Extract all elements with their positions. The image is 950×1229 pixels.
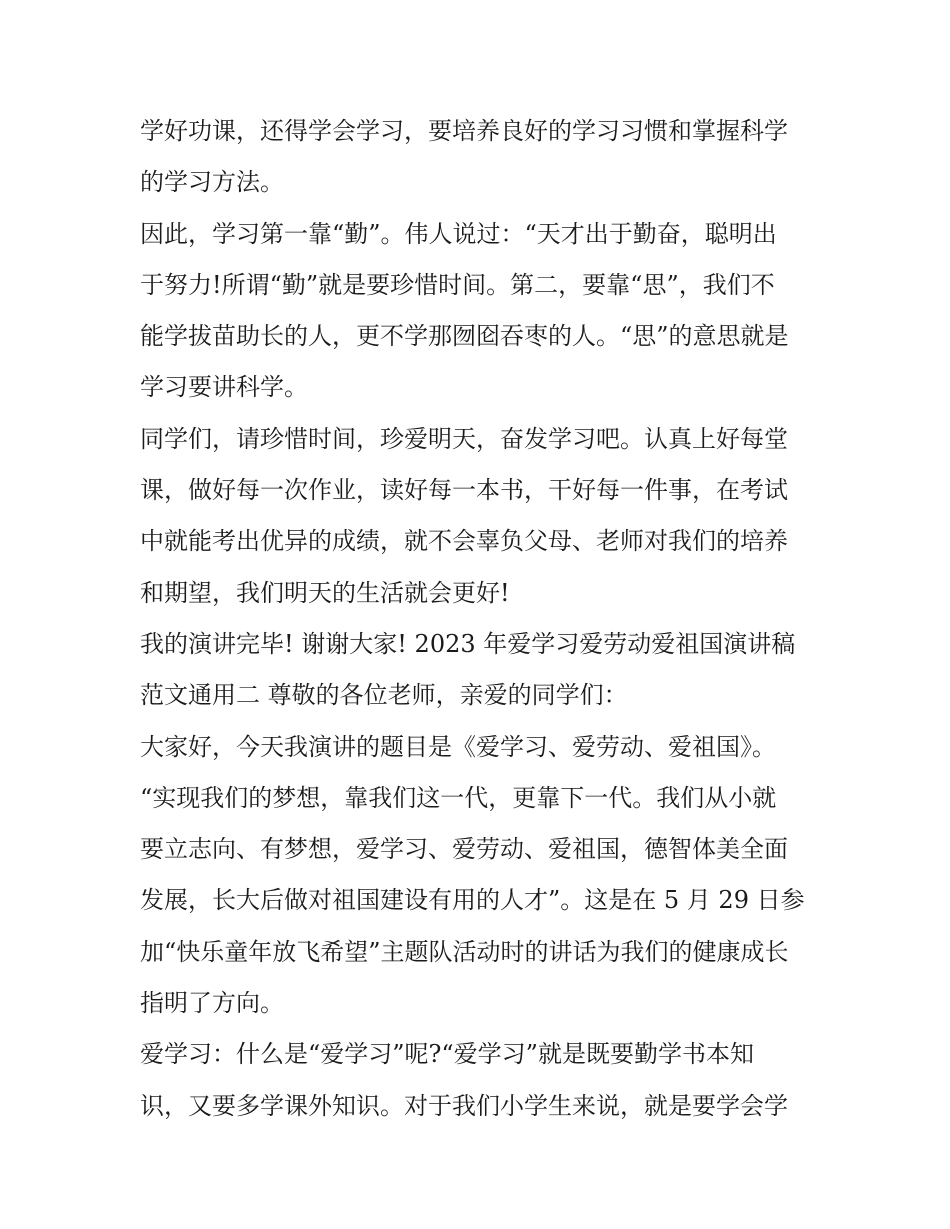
text-line: 和期望，我们明天的生活就会更好! <box>140 578 510 607</box>
text-line: “实现我们的梦想，靠我们这一代，更靠下一代。我们从小就 <box>140 783 777 812</box>
text-line: 学好功课，还得学会学习，要培养良好的学习习惯和掌握科学 <box>140 117 788 145</box>
body-text <box>140 106 820 1132</box>
text-line: 大家好，今天我演讲的题目是《爱学习、爱劳动、爱祖国》。 <box>140 732 776 761</box>
text-line: 中就能考出优异的成绩，就不会辜负父母、老师对我们的培养 <box>140 527 788 556</box>
text-line: 于努力!所谓“勤”就是要珍惜时间。第二，要靠“思”，我们不 <box>140 270 775 299</box>
text-line: 加“快乐童年放飞希望”主题队活动时的讲话为我们的健康成长 <box>140 937 789 966</box>
text-line: 的学习方法。 <box>140 168 284 197</box>
text-line: 范文通用二 尊敬的各位老师，亲爱的同学们： <box>140 681 628 710</box>
text-line: 课，做好每一次作业，读好每一本书，干好每一件事，在考试 <box>140 476 788 505</box>
text-line: 同学们，请珍惜时间，珍爱明天，奋发学习吧。认真上好每堂 <box>140 424 788 453</box>
text-line: 爱学习：什么是“爱学习”呢?“爱学习”就是既要勤学书本知 <box>140 1040 754 1069</box>
text-line: 指明了方向。 <box>140 989 284 1018</box>
text-line: 因此，学习第一靠“勤”。伟人说过：“天才出于勤奋，聪明出 <box>140 219 777 248</box>
text-line: 学习要讲科学。 <box>140 373 308 402</box>
text-line: 要立志向、有梦想，爱学习、爱劳动、爱祖国，德智体美全面 <box>140 835 788 864</box>
text-line: 识，又要多学课外知识。对于我们小学生来说，就是要学会学 <box>140 1091 788 1120</box>
text-line: 我的演讲完毕! 谢谢大家! 2023 年爱学习爱劳动爱祖国演讲稿 <box>140 629 796 658</box>
text-line: 发展，长大后做对祖国建设有用的人才”。这是在 5 月 29 日参 <box>140 886 805 915</box>
text-line: 能学拔苗助长的人，更不学那囫囵吞枣的人。“思”的意思就是 <box>140 322 789 351</box>
